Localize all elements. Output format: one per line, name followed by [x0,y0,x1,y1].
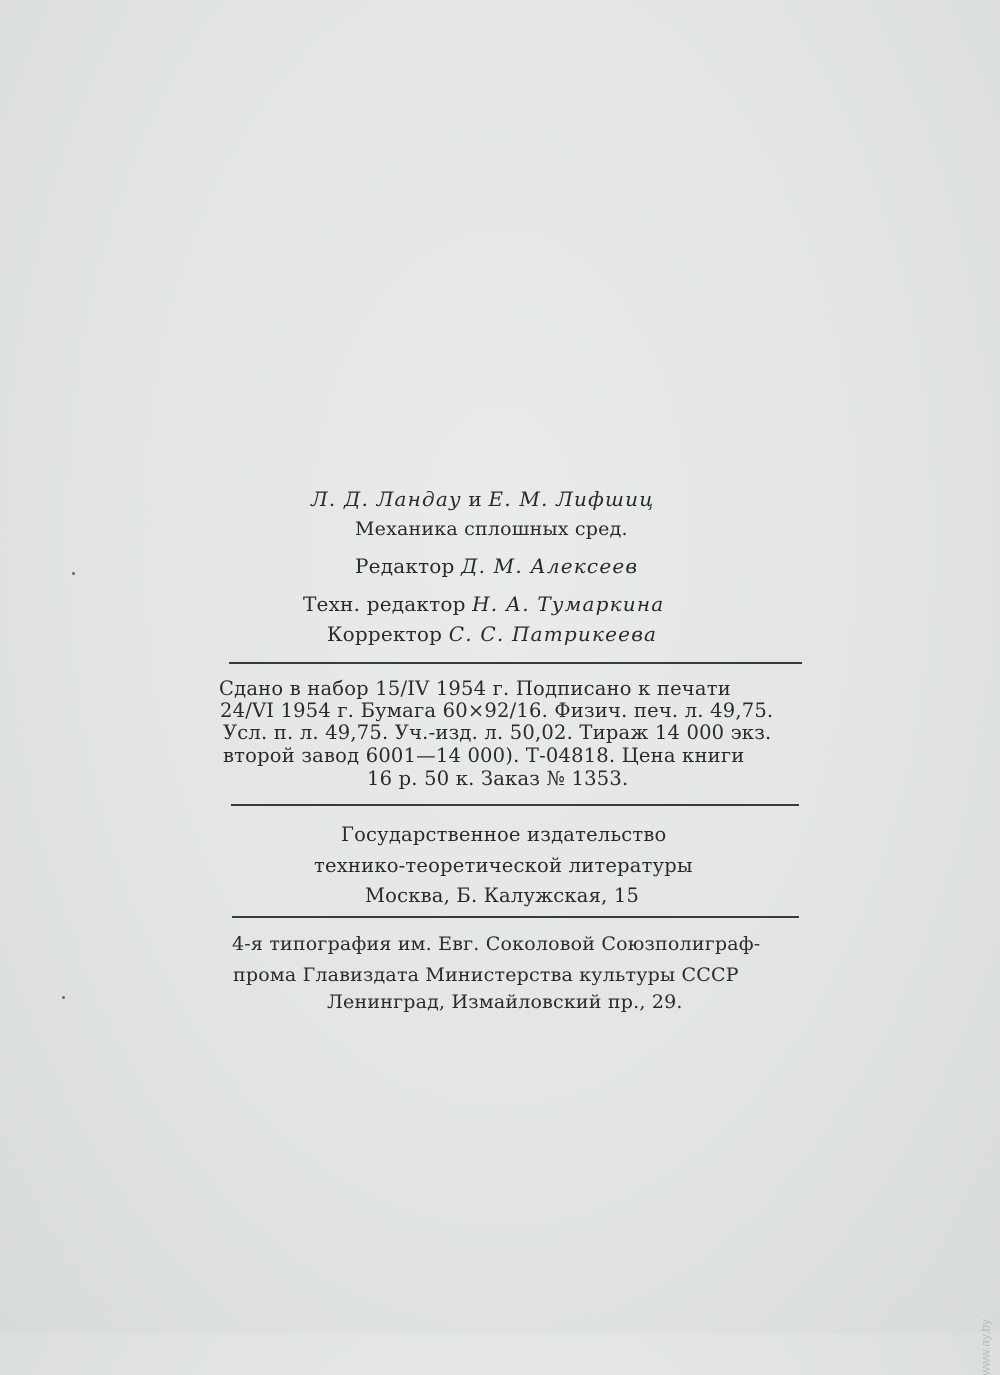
paper-speck [62,996,65,999]
site-watermark: www.ay.by [978,1319,992,1375]
author-landau: Л. Д. Ландау [311,487,462,511]
print-details-line-3: Усл. п. л. 49,75. Уч.-изд. л. 50,02. Тираж 14 000 экз. [223,721,772,744]
publisher-line-1: Государственное издательство [341,823,667,846]
paper-speck [72,572,75,575]
editor-name: Д. М. Алексеев [461,554,639,578]
tech-editor-name: Н. А. Тумаркина [472,592,665,616]
corrector-label: Корректор [327,622,443,646]
publisher-address: Москва, Б. Калужская, 15 [365,884,640,907]
divider-2 [231,804,799,806]
editor-label: Редактор [355,554,455,578]
authors-conjunction: и [468,487,482,511]
printer-address: Ленинград, Измайловский пр., 29. [327,991,683,1013]
author-lifshitz: Е. М. Лифшиц [488,487,655,511]
authors-line [311,489,654,509]
print-details-line-4: второй завод 6001—14 000). Т-04818. Цена книги [223,744,745,767]
print-details-line-2: 24/VI 1954 г. Бумага 60×92/16. Физич. печ. л. 49,75. [220,699,774,722]
corrector-line [327,624,657,644]
corrector-name: С. С. Патрикеева [448,622,658,646]
divider-3 [232,916,799,918]
editor-line [355,556,638,576]
printer-line-1: 4-я типография им. Евг. Соколовой Союзполиграф- [232,933,761,955]
print-details-line-5: 16 р. 50 к. Заказ № 1353. [367,767,629,790]
tech-editor-line [303,594,664,614]
publisher-line-2: технико-теоретической литературы [314,854,693,877]
print-details-line-1: Сдано в набор 15/IV 1954 г. Подписано к печати [219,677,731,700]
tech-editor-label: Техн. редактор [303,592,466,616]
divider-1 [229,662,802,664]
printer-line-2: прома Главиздата Министерства культуры СССР [233,964,739,986]
book-title: Механика сплошных сред. [355,518,628,540]
